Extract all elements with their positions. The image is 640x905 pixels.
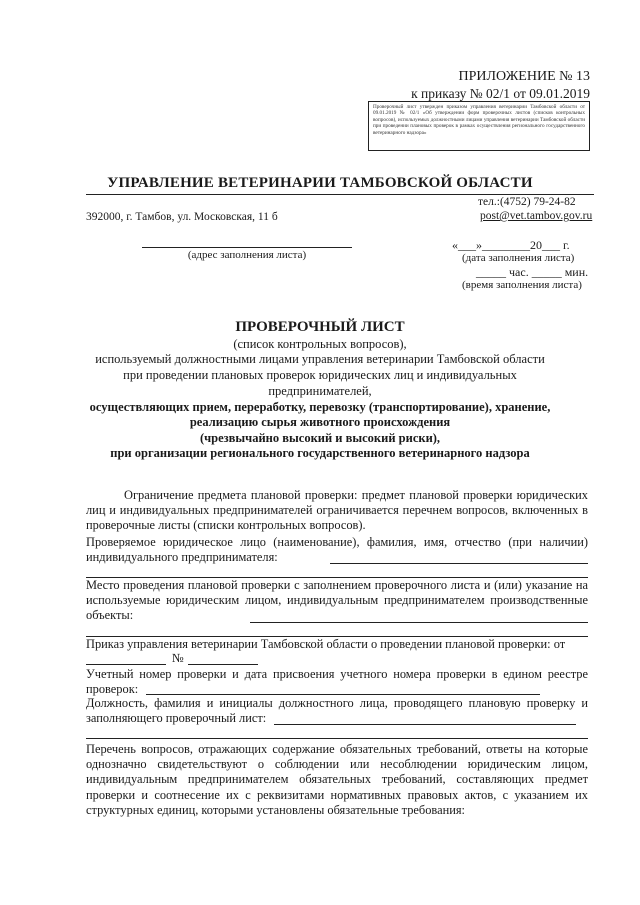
inspector-line-2 <box>86 738 588 739</box>
time-caption: (время заполнения листа) <box>462 279 582 291</box>
paragraph-inspection-place: Место проведения плановой проверки с заполнением проверочного листа и (или) указание на используемые юридическим лицом, индивидуальным предпринимателем производственные объекты: <box>86 578 588 623</box>
header-divider <box>86 194 594 195</box>
order-date-line <box>86 664 166 665</box>
date-field[interactable]: «___»________20___ г. <box>452 238 570 252</box>
order-reference: к приказу № 02/1 от 09.01.2019 <box>411 86 590 101</box>
title-subline-1: (список контрольных вопросов), <box>233 337 407 351</box>
paragraph-inspected-entity: Проверяемое юридическое лицо (наименование), фамилия, имя, отчество (при наличии) индивидуального предпринимателя: <box>86 535 588 565</box>
approval-stamp-box: Проверочный лист утвержден приказом управления ветеринарии Тамбовской области от 09.01.2019 № 02/1 «Об утверждении форм проверочных листов (списков контрольных вопросов), используемых должностными лицами управления ветеринарии Тамбовской области при проведении плановых проверок в рамках осуществления регионального государственного ветеринарного надзора» <box>368 101 590 151</box>
title-bold-line-3: (чрезвычайно высокий и высокий риски), <box>199 431 441 445</box>
org-address: 392000, г. Тамбов, ул. Московская, 11 б <box>86 211 278 223</box>
title-bold-line-1: осуществляющих прием, переработку, перевозку (транспортирование), хранение, <box>89 400 551 414</box>
time-field[interactable]: _____ час. _____ мин. <box>476 265 589 279</box>
inspection-place-line <box>250 622 588 623</box>
title-subline-4: предпринимателей, <box>268 384 372 398</box>
address-caption: (адрес заполнения листа) <box>187 249 307 261</box>
paragraph-inspector: Должность, фамилия и инициалы должностного лица, проводящего плановую проверку и заполняющего проверочный лист: <box>86 696 588 726</box>
appendix-number: ПРИЛОЖЕНИЕ № 13 <box>458 69 590 84</box>
title-subline-2: используемый должностными лицами управления ветеринарии Тамбовской области <box>95 352 545 366</box>
paragraph-question-list: Перечень вопросов, отражающих содержание обязательных требований, ответы на которые однозначно свидетельствуют о соблюдении или несоблюдении юридическим лицом, индивидуальным предпринимателем обязательных требований, составляющих предмет проверки и соотнесение их с реквизитами нормативных правовых актов, с указанием их структурных единиц, которыми установлены обязательные требования: <box>86 742 588 817</box>
inspected-entity-line <box>330 563 588 564</box>
title-bold-line-4: при организации регионального государственного ветеринарного надзора <box>110 446 530 460</box>
address-line <box>142 247 352 248</box>
order-number-sign: № <box>172 651 184 665</box>
org-phone: тел.:(4752) 79-24-82 <box>478 196 576 208</box>
title-subline-3: при проведении плановых проверок юридических лиц и индивидуальных <box>123 368 517 382</box>
paragraph-registry-number: Учетный номер проверки и дата присвоения учетного номера проверки в едином реестре проверок: <box>86 667 588 697</box>
date-caption: (дата заполнения листа) <box>462 252 575 264</box>
organization-name: УПРАВЛЕНИЕ ВЕТЕРИНАРИИ ТАМБОВСКОЙ ОБЛАСТИ <box>107 175 533 191</box>
inspector-line <box>274 724 576 725</box>
paragraph-limitation: Ограничение предмета плановой проверки: предмет плановой проверки юридических лиц и индивидуальных предпринимателей ограничивается перечнем вопросов, включенных в проверочные листы (списки контрольных вопросов). <box>86 488 588 533</box>
registry-number-line <box>146 694 540 695</box>
org-email[interactable]: post@vet.tambov.gov.ru <box>480 210 593 222</box>
document-title: ПРОВЕРОЧНЫЙ ЛИСТ <box>235 319 405 335</box>
order-number-line <box>188 664 258 665</box>
paragraph-order: Приказ управления ветеринарии Тамбовской области о проведении плановой проверки: от <box>86 637 566 651</box>
title-bold-line-2: реализацию сырья животного происхождения <box>189 415 451 429</box>
